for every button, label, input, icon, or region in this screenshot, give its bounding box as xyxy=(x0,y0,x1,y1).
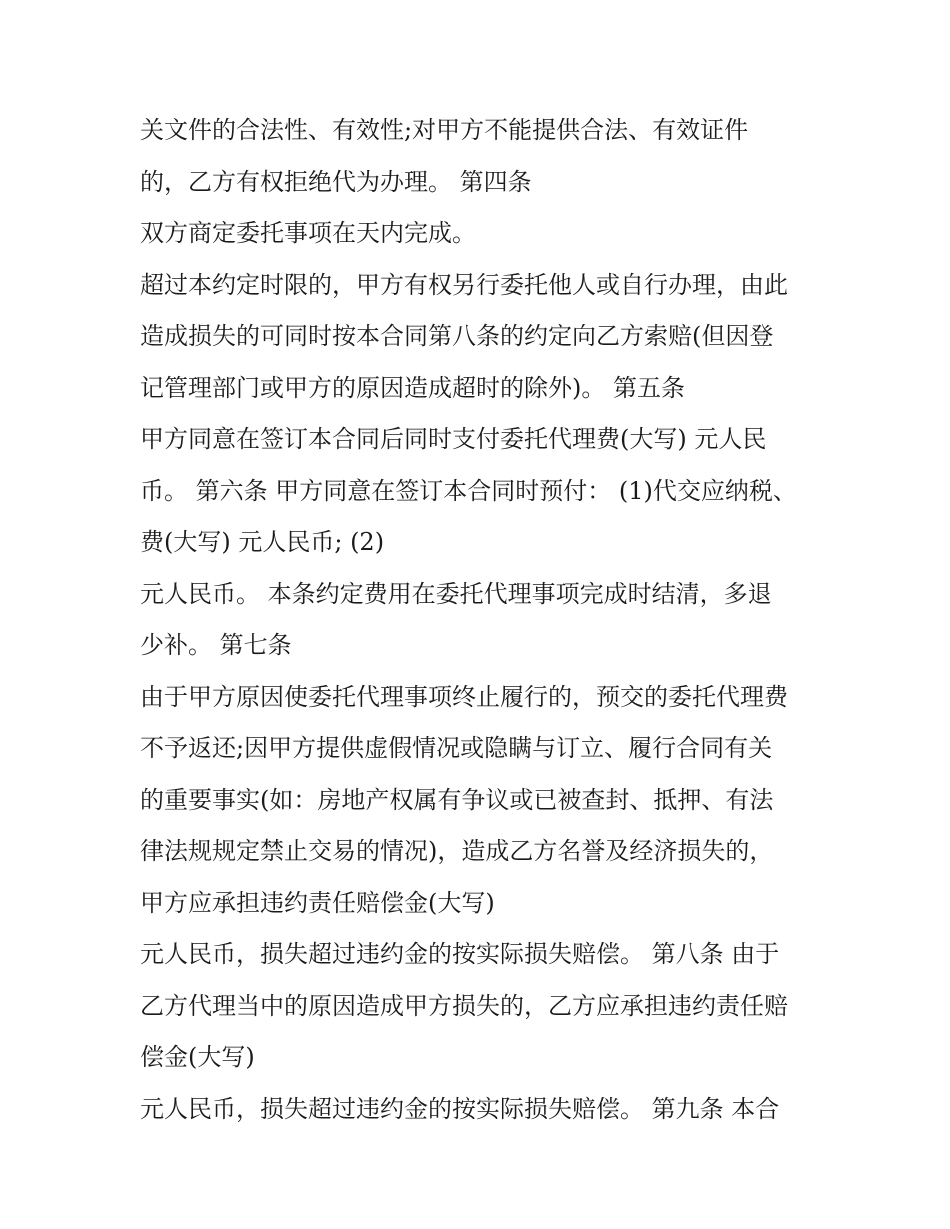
text-line-10: 元人民币。 本条约定费用在委托代理事项完成时结清，多退 xyxy=(140,579,772,608)
text-line-1: 关文件的合法性、有效性;对甲方不能提供合法、有效证件 xyxy=(140,116,749,144)
text-line-8: 币。 第六条 甲方同意在签订本合同时预付： (1)代交应纳税、 xyxy=(140,476,797,505)
text-line-7: 甲方同意在签订本合同后同时支付委托代理费(大写) 元人民 xyxy=(140,425,767,453)
text-line-14: 的重要事实(如：房地产权属有争议或已被查封、抵押、有法 xyxy=(140,785,774,814)
text-line-3: 双方商定委托事项在天内完成。 xyxy=(140,219,476,247)
text-line-15: 律法规规定禁止交易的情况)，造成乙方名誉及经济损失的， xyxy=(140,837,774,865)
text-line-9: 费(大写) 元人民币; (2) xyxy=(140,528,385,556)
text-line-2: 的，乙方有权拒绝代为办理。 第四条 xyxy=(140,167,532,196)
text-line-17: 元人民币，损失超过违约金的按实际损失赔偿。 第八条 由于 xyxy=(140,940,780,968)
text-line-12: 由于甲方原因使委托代理事项终止履行的，预交的委托代理费 xyxy=(140,682,788,711)
text-line-18: 乙方代理当中的原因造成甲方损失的，乙方应承担违约责任赔 xyxy=(140,991,788,1020)
text-line-13: 不予返还;因甲方提供虚假情况或隐瞒与订立、履行合同有关 xyxy=(140,734,773,762)
text-line-4: 超过本约定时限的，甲方有权另行委托他人或自行办理，由此 xyxy=(140,270,788,299)
text-line-5: 造成损失的可同时按本合同第八条的约定向乙方索赔(但因登 xyxy=(140,322,774,350)
text-line-16: 甲方应承担违约责任赔偿金(大写) xyxy=(140,888,495,917)
text-line-6: 记管理部门或甲方的原因造成超时的除外)。 第五条 xyxy=(140,373,685,402)
text-line-11: 少补。 第七条 xyxy=(140,631,292,659)
document-body xyxy=(140,105,840,1135)
text-line-19: 偿金(大写) xyxy=(140,1043,255,1071)
text-line-20: 元人民币，损失超过违约金的按实际损失赔偿。 第九条 本合 xyxy=(140,1094,780,1123)
